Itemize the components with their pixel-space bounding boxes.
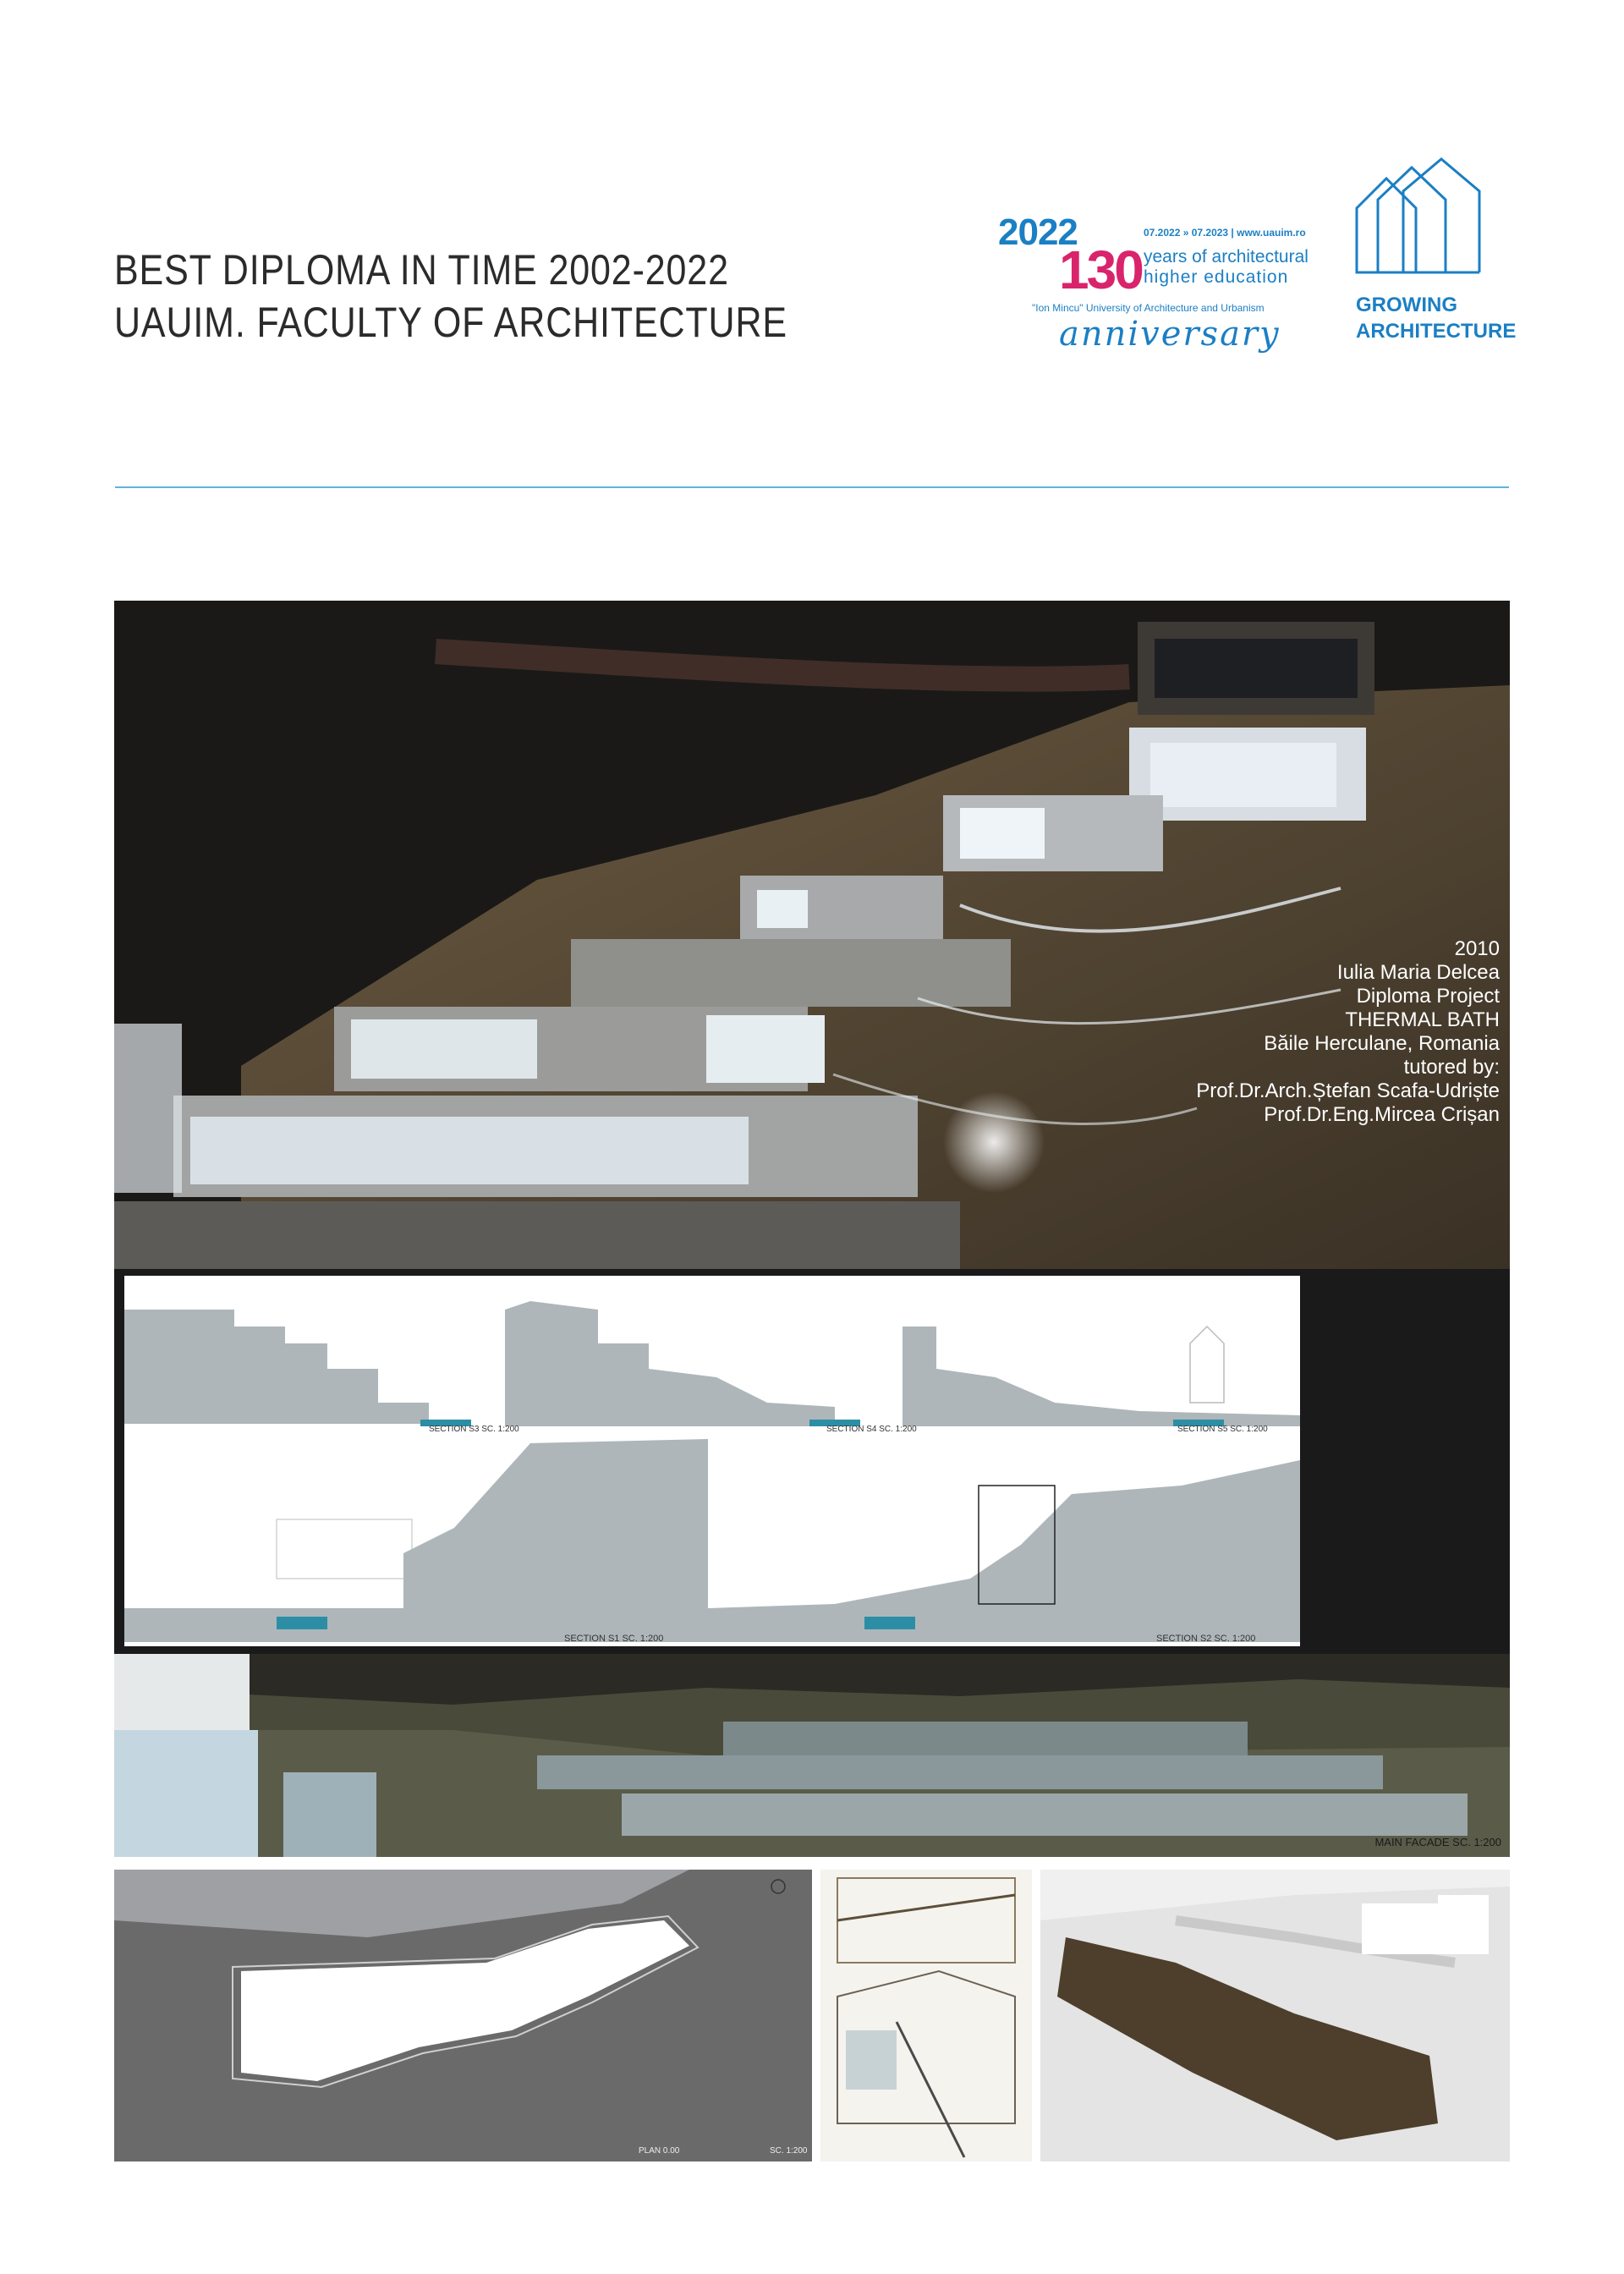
project-author: Iulia Maria Delcea [1336,961,1500,984]
caption-main-facade: MAIN FACADE SC. 1:200 [1374,1836,1501,1848]
sections-s3-s5-drawing [124,1276,1300,1436]
anniversary-year: 2022 [998,211,1078,253]
houses-icon [1352,157,1488,276]
bottom-row [114,1870,1510,2161]
project-type: Diploma Project [1356,985,1500,1008]
growing-architecture-logo [1349,152,1518,355]
caption-plan-scale: SC. 1:200 [770,2146,808,2156]
caption-section-s2: SECTION S2 SC. 1:200 [1156,1634,1256,1644]
project-name: THERMAL BATH [1345,1008,1500,1031]
project-tutor2: Prof.Dr.Eng.Mircea Crișan [1264,1103,1500,1126]
project-year: 2010 [1454,937,1500,960]
caption-section-s5: SECTION S5 SC. 1:200 [1177,1425,1268,1434]
caption-section-s1: SECTION S1 SC. 1:200 [564,1634,664,1644]
anniversary-line2: higher education [1144,267,1289,287]
project-tutor1: Prof.Dr.Arch.Ștefan Scafa-Udriște [1196,1079,1500,1102]
project-tutored-label: tutored by: [1403,1056,1500,1079]
interior-sketches [820,1870,1032,2161]
header-divider [115,486,1509,488]
ground-plan-drawing [114,1870,812,2161]
growing-line2: ARCHITECTURE [1356,320,1517,343]
project-location: Băile Herculane, Romania [1264,1032,1500,1055]
anniversary-line1: years of architectural [1144,247,1309,266]
main-facade-render [114,1654,1510,1857]
poster-title-line2: UAUIM. FACULTY OF ARCHITECTURE [114,299,787,346]
anniversary-dates: 07.2022 » 07.2023 | www.uauim.ro [1144,227,1306,239]
sections-s1-s2-drawing [124,1435,1300,1646]
sections-block [114,1269,1510,1654]
anniversary-word: anniversary [1059,315,1281,354]
growing-line1: GROWING [1356,294,1457,316]
night-render-image [114,601,1510,1269]
anniversary-count: 130 [1059,239,1142,300]
anniversary-university: "Ion Mincu" University of Architecture and Urbanism [1032,302,1265,314]
caption-section-s3: SECTION S3 SC. 1:200 [429,1425,519,1434]
project-info [1196,937,1500,1127]
poster-title-line1: BEST DIPLOMA IN TIME 2002-2022 [114,246,729,294]
caption-section-s4: SECTION S4 SC. 1:200 [826,1425,917,1434]
site-model-render [1040,1870,1510,2161]
caption-plan: PLAN 0.00 [639,2146,680,2156]
anniversary-logo [998,211,1320,355]
